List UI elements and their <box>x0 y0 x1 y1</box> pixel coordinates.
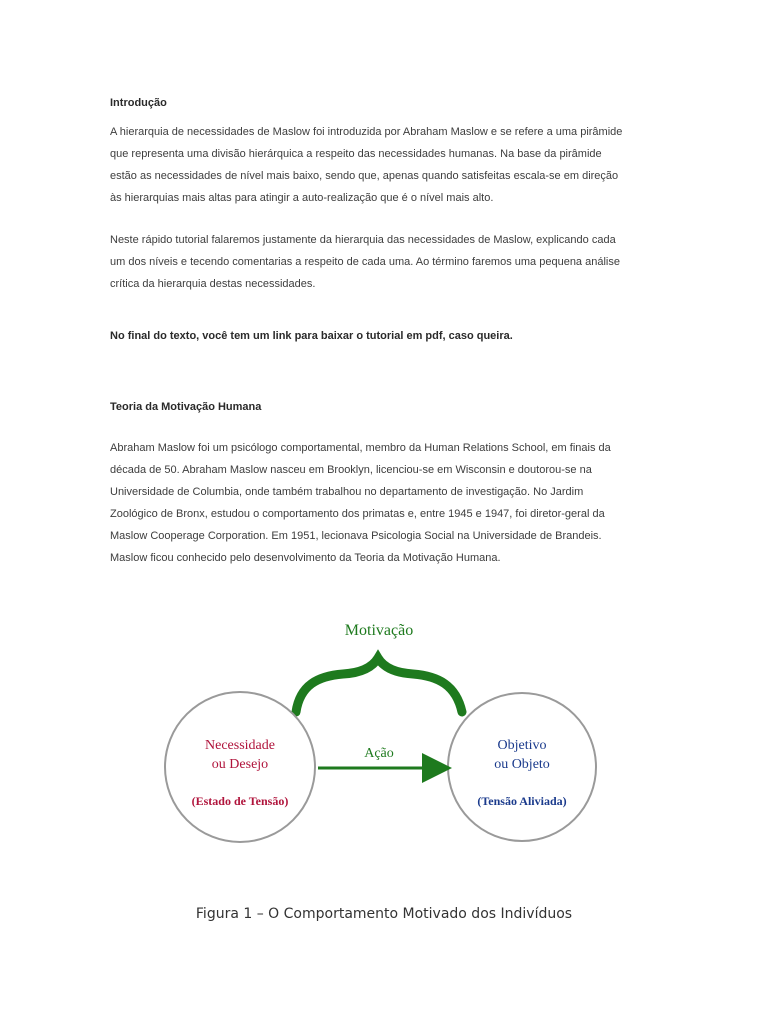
text-line: estão as necessidades de nível mais baixo, sendo que, apenas quando satisfeitas escala-se em direção <box>110 170 619 182</box>
text-line: Maslow Cooperage Corporation. Em 1951, lecionava Psicologia Social na Universidade de Brandeis. <box>110 530 602 542</box>
text-line: Zoológico de Bronx, estudou o comportamento dos primatas e, entre 1945 e 1947, foi diretor-geral da <box>110 508 605 520</box>
text-line: década de 50. Abraham Maslow nasceu em Brooklyn, licenciou-se em Wisconsin e doutorou-se na <box>110 464 592 476</box>
text-line: A hierarquia de necessidades de Maslow foi introduzida por Abraham Maslow e se refere a uma pirâmide <box>110 126 623 138</box>
tension-state-label: (Estado de Tensão) <box>191 794 289 808</box>
figure-caption: Figura 1 – O Comportamento Motivado dos Indivíduos <box>195 906 573 922</box>
text-line: Neste rápido tutorial falaremos justamente da hierarquia das necessidades de Maslow, explicando cada <box>110 234 616 246</box>
intro-heading: Introdução <box>110 97 167 109</box>
pdf-download-note: No final do texto, você tem um link para baixar o tutorial em pdf, caso queira. <box>110 330 513 342</box>
motivation-label: Motivação <box>344 622 414 639</box>
theory-heading: Teoria da Motivação Humana <box>110 401 262 413</box>
curly-brace <box>296 658 462 712</box>
text-line: um dos níveis e tecendo comentarias a respeito de cada uma. Ao término faremos uma pequena análise <box>110 256 620 268</box>
intro-paragraph-2 <box>110 229 670 295</box>
motivation-diagram <box>0 600 768 900</box>
intro-paragraph-1 <box>110 121 670 209</box>
theory-paragraph <box>110 437 670 569</box>
text-line: Maslow ficou conhecido pelo desenvolvimento da Teoria da Motivação Humana. <box>110 552 501 564</box>
text-line: Universidade de Columbia, onde também trabalhou no departamento de investigação. No Jardim <box>110 486 584 498</box>
need-label-line2: ou Desejo <box>211 757 269 772</box>
goal-label-line2: ou Objeto <box>494 757 550 772</box>
text-line: às hierarquias mais altas para atingir a auto-realização que é o nível mais alto. <box>110 192 494 204</box>
text-line: que representa uma divisão hierárquica a respeito das necessidades humanas. Na base da pirâmide <box>110 148 602 160</box>
relieved-state-label: (Tensão Aliviada) <box>477 794 567 808</box>
need-label-line1: Necessidade <box>205 738 275 753</box>
text-line: Abraham Maslow foi um psicólogo comportamental, membro da Human Relations School, em finais da <box>110 442 611 454</box>
goal-label-line1: Objetivo <box>497 738 547 753</box>
action-label: Ação <box>364 746 394 761</box>
text-line: crítica da hierarquia destas necessidades. <box>110 278 316 290</box>
